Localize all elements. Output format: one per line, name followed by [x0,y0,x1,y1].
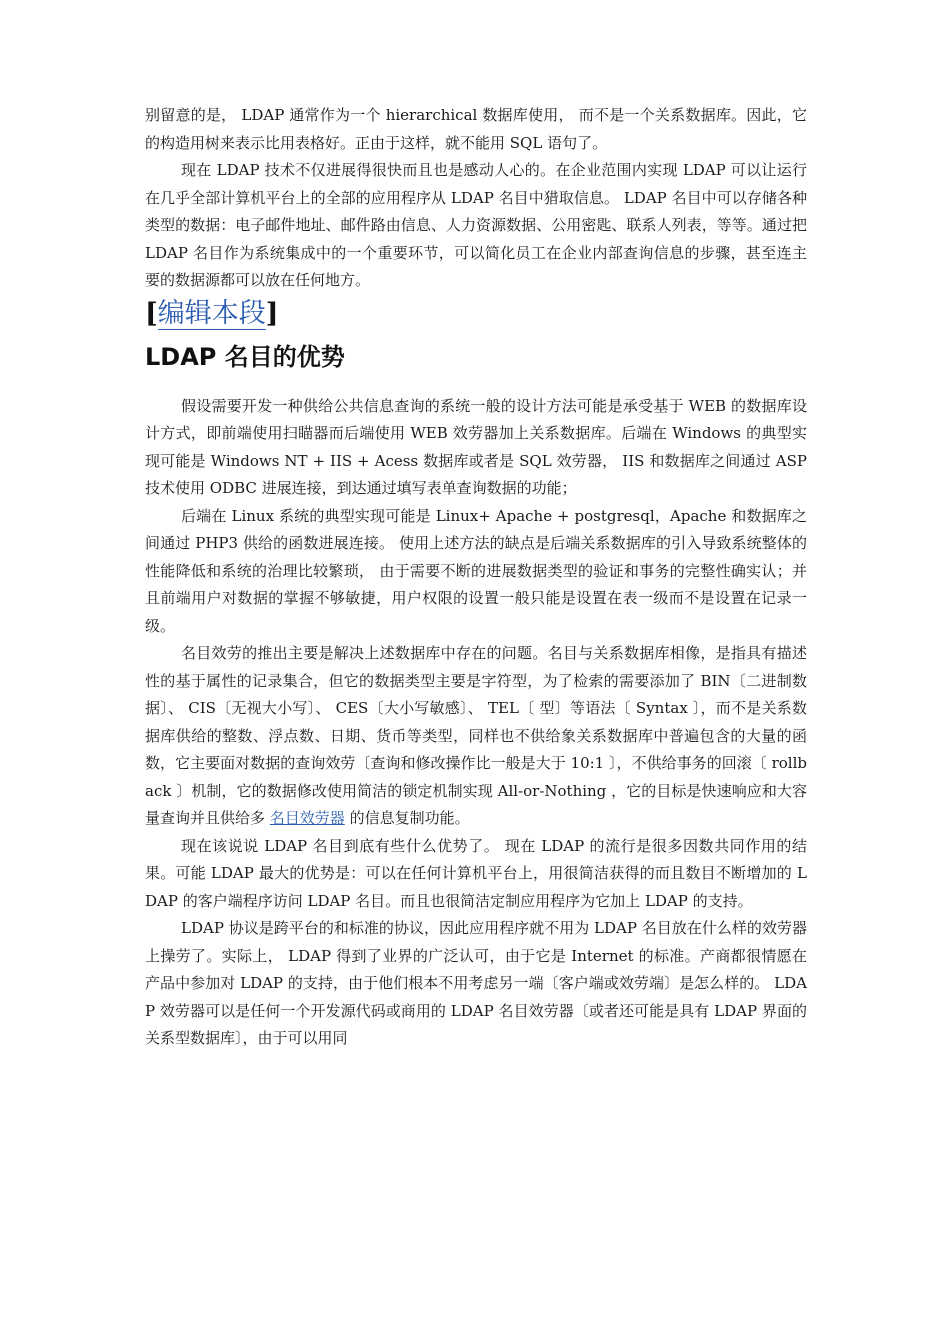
directory-paragraph [145,640,807,833]
document-page [145,102,807,1053]
intro-paragraph-2: 现在 LDAP 技术不仅进展得很快而且也是感动人心的。在企业范围内实现 LDAP 可以让运行在几乎全部计算机平台上的全部的应用程序从 LDAP 名目中猎取信息。 LDAP 名目中可以存储各种类型的数据：电子邮件地址、邮件路由信息、人力资源数据、公用密匙、联系人列表，等等。通过把 LDAP 名目作为系统集成中的一个重要环节，可以简化员工在企业内部查询信息的步骤，甚至连主要的数据源都可以放在任何地方。 [145,161,807,289]
directory-server-link[interactable]: 名目效劳器 [269,809,345,827]
edit-bracket-open: [ [145,297,158,329]
body-paragraph-1: 假设需要开发一种供给公共信息查询的系统一般的设计方法可能是承受基于 WEB 的数据库设计方式，即前端使用扫瞄器而后端使用 WEB 效劳器加上关系数据库。后端在 Windows 的典型实现可能是 Windows NT + IIS + Acess 数据库或者是 SQL 效劳器， IIS 和数据库之间通过 ASP 技术使用 ODBC 进展连接，到达通过填写表单查询数据的功能； [145,396,807,497]
directory-text-before: 名目效劳的推出主要是解决上述数据库中存在的问题。名目与关系数据库相像，是指具有描述性的基于属性的记录集合，但它的数据类型主要是字符型，为了检索的需要添加了 BIN〔二进制数据〕、 CIS〔无视大小写〕、 CES〔大小写敏感〕、 TEL〔 型〕等语法〔 Syntax 〕，而不是关系数据库供给的整数、浮点数、日期、货币等类型，同样也不供给象关系数据库中普遍包含的大量的函数，它主要面对数据的查询效劳〔查询和修改操作比一般是大于 10:1 〕，不供给事务的回滚〔 rollback 〕机制，它的数据修改使用简洁的锁定机制实现 All-or-Nothing ，它的目标是快速响应和大容量查询并且供给多 [145,644,807,827]
section-heading: LDAP 名目的优势 [145,342,345,371]
edit-section-line [145,297,807,331]
body-paragraph-2: 后端在 Linux 系统的典型实现可能是 Linux+ Apache + postgresql，Apache 和数据库之间通过 PHP3 供给的函数进展连接。 使用上述方法的缺点是后端关系数据库的引入导致系统整体的性能降低和系统的治理比较繁琐， 由于需要不断的进展数据类型的验证和事务的完整性确实认；并且前端用户对数据的掌握不够敏捷，用户权限的设置一般只能是设置在表一级而不是设置在记录一级。 [145,506,807,635]
edit-bracket-close: ] [265,297,279,329]
closing-paragraph-1: 现在该说说 LDAP 名目到底有些什么优势了。 现在 LDAP 的流行是很多因数共同作用的结果。可能 LDAP 最大的优势是：可以在任何计算机平台上，用很简洁获得的而且数目不断增加的 LDAP 的客户端程序访问 LDAP 名目。而且也很简洁定制应用程序为它加上 LDAP 的支持。 [145,836,807,910]
directory-text-after: 的信息复制功能。 [344,809,470,827]
closing-paragraph-2: LDAP 协议是跨平台的和标准的协议，因此应用程序就不用为 LDAP 名目放在什么样的效劳器上操劳了。实际上， LDAP 得到了业界的广泛认可，由于它是 Internet 的标准。产商都很情愿在产品中参加对 LDAP 的支持，由于他们根本不用考虑另一端〔客户端或效劳端〕是怎么样的。 LDAP 效劳器可以是任何一个开发源代码或商用的 LDAP 名目效劳器〔或者还可能是具有 LDAP 界面的关系型数据库〕，由于可以用同 [145,919,807,1047]
edit-section-link[interactable]: 编辑本段 [157,297,266,329]
intro-paragraph-1: 别留意的是， LDAP 通常作为一个 hierarchical 数据库使用， 而不是一个关系数据库。因此，它的构造用树来表示比用表格好。正由于这样，就不能用 SQL 语句了。 [145,106,807,152]
